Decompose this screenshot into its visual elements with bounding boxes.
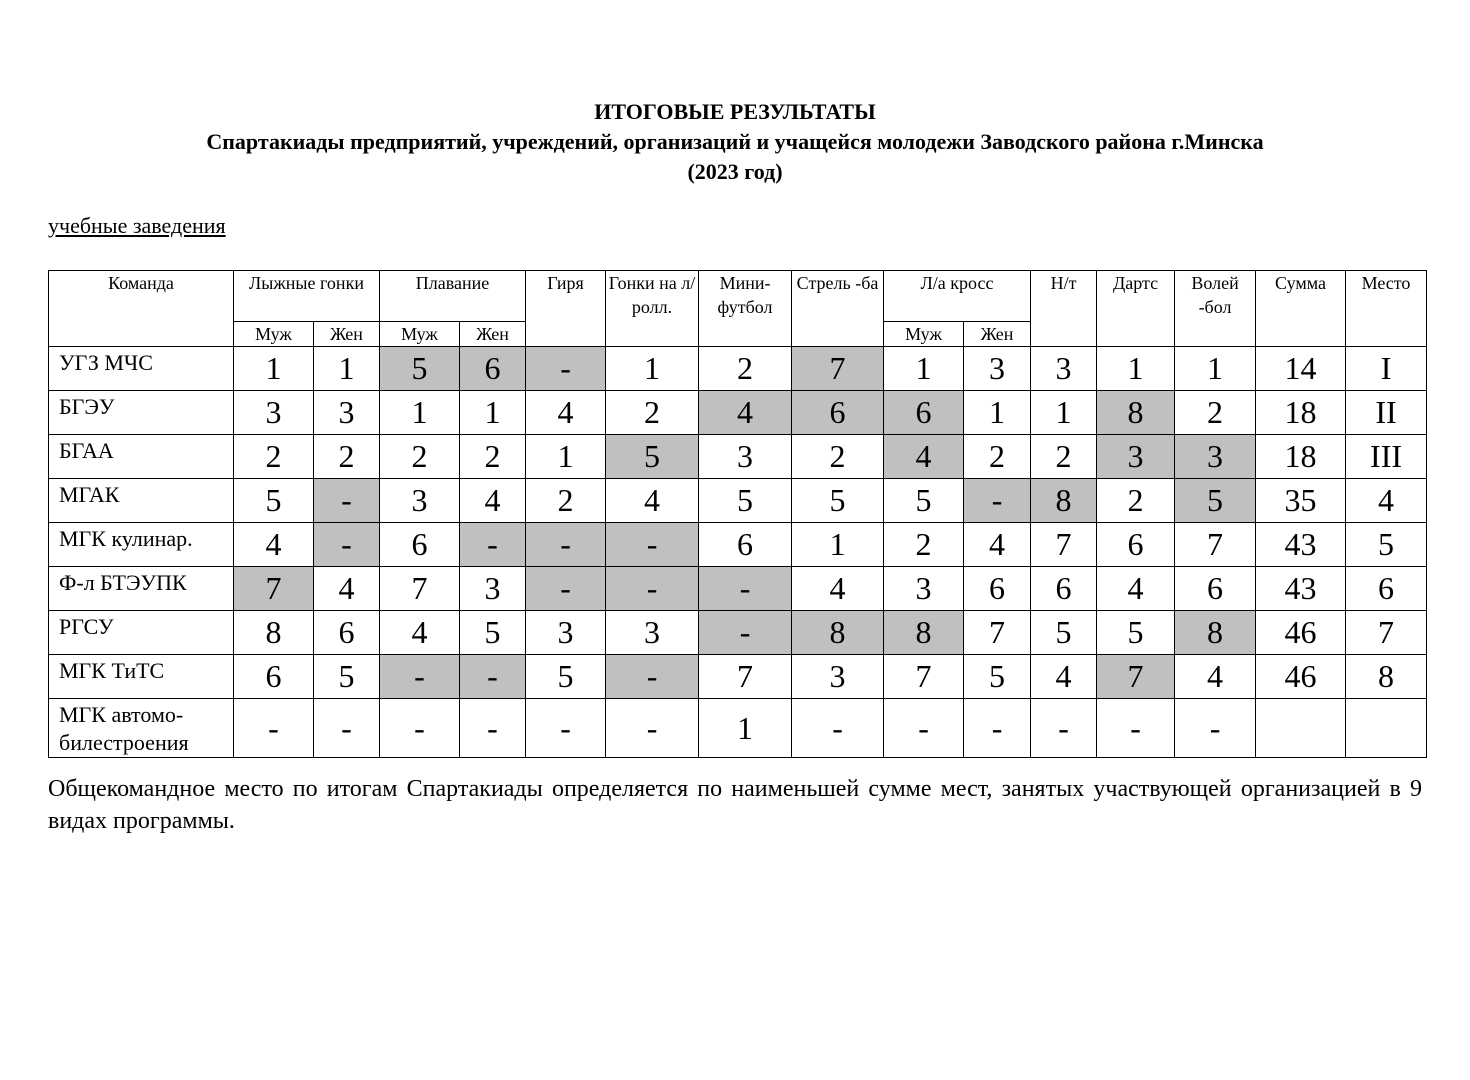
header-ski: Лыжные гонки bbox=[234, 271, 380, 322]
result-cell: - bbox=[526, 567, 606, 611]
table-row bbox=[49, 699, 1427, 758]
result-cell: 4 bbox=[606, 479, 699, 523]
result-cell: - bbox=[1175, 699, 1256, 758]
sum-cell: 14 bbox=[1256, 347, 1346, 391]
result-cell: 2 bbox=[234, 435, 314, 479]
result-cell: 3 bbox=[1031, 347, 1097, 391]
result-cell: 3 bbox=[606, 611, 699, 655]
result-cell: 2 bbox=[460, 435, 526, 479]
result-cell: 6 bbox=[314, 611, 380, 655]
result-cell: - bbox=[792, 699, 884, 758]
header-sum: Сумма bbox=[1256, 271, 1346, 347]
result-cell: 1 bbox=[699, 699, 792, 758]
team-name: УГЗ МЧС bbox=[49, 347, 234, 391]
result-cell: - bbox=[460, 655, 526, 699]
result-cell: 5 bbox=[460, 611, 526, 655]
table-row bbox=[49, 347, 1427, 391]
result-cell: 4 bbox=[314, 567, 380, 611]
header-swim: Плавание bbox=[380, 271, 526, 322]
result-cell: 5 bbox=[606, 435, 699, 479]
team-name: МГК ТиТС bbox=[49, 655, 234, 699]
result-cell: 6 bbox=[234, 655, 314, 699]
sum-cell: 43 bbox=[1256, 523, 1346, 567]
result-cell: 5 bbox=[380, 347, 460, 391]
header-cross: Л/а кросс bbox=[884, 271, 1031, 322]
result-cell: 1 bbox=[314, 347, 380, 391]
result-cell: 3 bbox=[234, 391, 314, 435]
result-cell: 3 bbox=[460, 567, 526, 611]
result-cell: - bbox=[606, 567, 699, 611]
result-cell: 6 bbox=[1031, 567, 1097, 611]
result-cell: - bbox=[606, 655, 699, 699]
result-cell: 4 bbox=[1175, 655, 1256, 699]
result-cell: 2 bbox=[526, 479, 606, 523]
result-cell: 1 bbox=[1031, 391, 1097, 435]
result-cell: 3 bbox=[699, 435, 792, 479]
header-tabletennis: Н/т bbox=[1031, 271, 1097, 347]
result-cell: 6 bbox=[1097, 523, 1175, 567]
section-label: учебные заведения bbox=[48, 213, 226, 238]
result-cell: 4 bbox=[526, 391, 606, 435]
result-cell: 4 bbox=[792, 567, 884, 611]
result-cell: 7 bbox=[1097, 655, 1175, 699]
result-cell: 5 bbox=[314, 655, 380, 699]
result-cell: 4 bbox=[460, 479, 526, 523]
result-cell: 6 bbox=[964, 567, 1031, 611]
result-cell: - bbox=[884, 699, 964, 758]
result-cell: 1 bbox=[606, 347, 699, 391]
result-cell: - bbox=[380, 699, 460, 758]
table-row bbox=[49, 523, 1427, 567]
result-cell: 8 bbox=[1031, 479, 1097, 523]
result-cell: 5 bbox=[699, 479, 792, 523]
result-cell: 5 bbox=[1175, 479, 1256, 523]
result-cell: - bbox=[1097, 699, 1175, 758]
sum-cell: 18 bbox=[1256, 435, 1346, 479]
result-cell: 4 bbox=[1097, 567, 1175, 611]
result-cell: - bbox=[460, 699, 526, 758]
result-cell: 8 bbox=[792, 611, 884, 655]
result-cell: - bbox=[526, 523, 606, 567]
result-cell: 7 bbox=[792, 347, 884, 391]
result-cell: 2 bbox=[1175, 391, 1256, 435]
place-cell: I bbox=[1346, 347, 1427, 391]
result-cell: - bbox=[314, 479, 380, 523]
result-cell: 6 bbox=[380, 523, 460, 567]
subheader-cross-women: Жен bbox=[964, 322, 1031, 347]
result-cell: 5 bbox=[526, 655, 606, 699]
team-name: БГЭУ bbox=[49, 391, 234, 435]
result-cell: 6 bbox=[884, 391, 964, 435]
result-cell: - bbox=[380, 655, 460, 699]
place-cell: 7 bbox=[1346, 611, 1427, 655]
result-cell: 1 bbox=[380, 391, 460, 435]
table-row bbox=[49, 435, 1427, 479]
result-cell: - bbox=[460, 523, 526, 567]
place-cell: 5 bbox=[1346, 523, 1427, 567]
results-table bbox=[48, 270, 1427, 758]
result-cell: 4 bbox=[1031, 655, 1097, 699]
subheader-ski-men: Муж bbox=[234, 322, 314, 347]
result-cell: 1 bbox=[792, 523, 884, 567]
result-cell: 3 bbox=[380, 479, 460, 523]
result-cell: 8 bbox=[884, 611, 964, 655]
subheader-swim-women: Жен bbox=[460, 322, 526, 347]
result-cell: 6 bbox=[792, 391, 884, 435]
result-cell: 5 bbox=[1097, 611, 1175, 655]
result-cell: 6 bbox=[460, 347, 526, 391]
team-name: Ф-л БТЭУПК bbox=[49, 567, 234, 611]
result-cell: 7 bbox=[964, 611, 1031, 655]
sum-cell: 18 bbox=[1256, 391, 1346, 435]
result-cell: - bbox=[964, 699, 1031, 758]
doc-subtitle: Спартакиады предприятий, учреждений, организаций и учащейся молодежи Заводского района г.Минска bbox=[206, 129, 1264, 154]
doc-title: ИТОГОВЫЕ РЕЗУЛЬТАТЫ bbox=[594, 99, 876, 124]
header-place: Место bbox=[1346, 271, 1427, 347]
result-cell: 3 bbox=[314, 391, 380, 435]
result-cell: 6 bbox=[699, 523, 792, 567]
sum-cell: 35 bbox=[1256, 479, 1346, 523]
result-cell: 1 bbox=[460, 391, 526, 435]
result-cell: 8 bbox=[234, 611, 314, 655]
header-kettlebell: Гиря bbox=[526, 271, 606, 347]
result-cell: - bbox=[526, 699, 606, 758]
place-cell: III bbox=[1346, 435, 1427, 479]
table-row bbox=[49, 655, 1427, 699]
doc-year: (2023 год) bbox=[687, 159, 783, 184]
result-cell: 4 bbox=[234, 523, 314, 567]
result-cell: 3 bbox=[1097, 435, 1175, 479]
result-cell: 1 bbox=[234, 347, 314, 391]
result-cell: 6 bbox=[1175, 567, 1256, 611]
result-cell: 3 bbox=[792, 655, 884, 699]
result-cell: 3 bbox=[964, 347, 1031, 391]
table-row bbox=[49, 611, 1427, 655]
result-cell: - bbox=[606, 699, 699, 758]
team-name: РГСУ bbox=[49, 611, 234, 655]
result-cell: - bbox=[314, 523, 380, 567]
result-cell: - bbox=[699, 611, 792, 655]
result-cell: - bbox=[964, 479, 1031, 523]
result-cell: 5 bbox=[234, 479, 314, 523]
place-cell: 6 bbox=[1346, 567, 1427, 611]
subheader-swim-men: Муж bbox=[380, 322, 460, 347]
result-cell: 1 bbox=[1097, 347, 1175, 391]
result-cell: 2 bbox=[884, 523, 964, 567]
result-cell: - bbox=[606, 523, 699, 567]
sum-cell: 43 bbox=[1256, 567, 1346, 611]
header-minifootball: Мини-футбол bbox=[699, 271, 792, 347]
header-roller: Гонки на л/ролл. bbox=[606, 271, 699, 347]
sum-cell bbox=[1256, 699, 1346, 758]
result-cell: 2 bbox=[380, 435, 460, 479]
table-row bbox=[49, 479, 1427, 523]
result-cell: 1 bbox=[526, 435, 606, 479]
result-cell: 3 bbox=[884, 567, 964, 611]
result-cell: 2 bbox=[792, 435, 884, 479]
header-team: Команда bbox=[49, 271, 234, 347]
result-cell: 4 bbox=[884, 435, 964, 479]
team-name: БГАА bbox=[49, 435, 234, 479]
result-cell: 7 bbox=[699, 655, 792, 699]
result-cell: - bbox=[526, 347, 606, 391]
result-cell: 7 bbox=[380, 567, 460, 611]
result-cell: 1 bbox=[964, 391, 1031, 435]
result-cell: 8 bbox=[1175, 611, 1256, 655]
result-cell: - bbox=[234, 699, 314, 758]
sum-cell: 46 bbox=[1256, 611, 1346, 655]
result-cell: 5 bbox=[964, 655, 1031, 699]
place-cell: 8 bbox=[1346, 655, 1427, 699]
result-cell: 8 bbox=[1097, 391, 1175, 435]
result-cell: 1 bbox=[884, 347, 964, 391]
result-cell: 7 bbox=[884, 655, 964, 699]
result-cell: - bbox=[314, 699, 380, 758]
result-cell: 4 bbox=[380, 611, 460, 655]
result-cell: 3 bbox=[526, 611, 606, 655]
result-cell: 4 bbox=[699, 391, 792, 435]
result-cell: 2 bbox=[964, 435, 1031, 479]
subheader-ski-women: Жен bbox=[314, 322, 380, 347]
team-name: МГК автомо-билестроения bbox=[49, 699, 234, 758]
place-cell: 4 bbox=[1346, 479, 1427, 523]
header-shooting: Стрель -ба bbox=[792, 271, 884, 347]
subheader-cross-men: Муж bbox=[884, 322, 964, 347]
team-name: МГК кулинар. bbox=[49, 523, 234, 567]
result-cell: 5 bbox=[792, 479, 884, 523]
place-cell bbox=[1346, 699, 1427, 758]
result-cell: 7 bbox=[1031, 523, 1097, 567]
result-cell: 7 bbox=[1175, 523, 1256, 567]
result-cell: - bbox=[699, 567, 792, 611]
team-name: МГАК bbox=[49, 479, 234, 523]
result-cell: 2 bbox=[1097, 479, 1175, 523]
result-cell: 7 bbox=[234, 567, 314, 611]
place-cell: II bbox=[1346, 391, 1427, 435]
footer-note: Общекомандное место по итогам Спартакиады определяется по наименьшей сумме мест, занятых участвующей организацией в 9 видах программы. bbox=[48, 776, 1422, 834]
result-cell: 5 bbox=[1031, 611, 1097, 655]
sum-cell: 46 bbox=[1256, 655, 1346, 699]
result-cell: 2 bbox=[1031, 435, 1097, 479]
table-row bbox=[49, 567, 1427, 611]
result-cell: 1 bbox=[1175, 347, 1256, 391]
result-cell: 4 bbox=[964, 523, 1031, 567]
result-cell: 5 bbox=[884, 479, 964, 523]
result-cell: - bbox=[1031, 699, 1097, 758]
result-cell: 2 bbox=[314, 435, 380, 479]
table-row bbox=[49, 391, 1427, 435]
header-volleyball: Волей -бол bbox=[1175, 271, 1256, 347]
result-cell: 3 bbox=[1175, 435, 1256, 479]
header-darts: Дартс bbox=[1097, 271, 1175, 347]
result-cell: 2 bbox=[699, 347, 792, 391]
result-cell: 2 bbox=[606, 391, 699, 435]
